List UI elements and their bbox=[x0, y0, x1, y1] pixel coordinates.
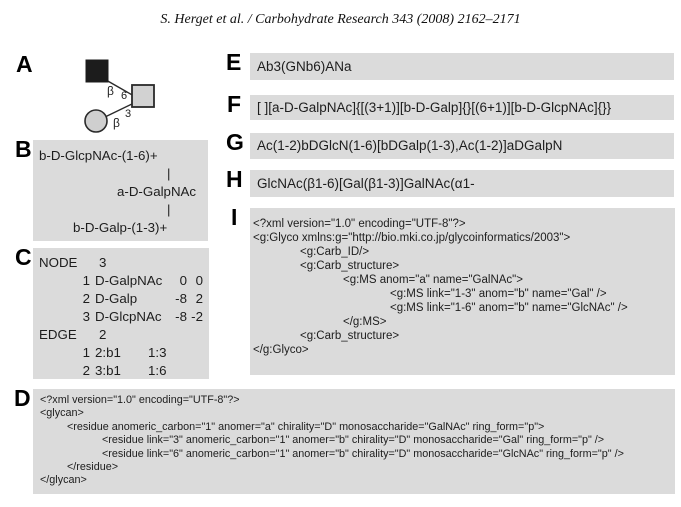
glycan-symbol-diagram bbox=[58, 55, 168, 137]
xml-line: <residue link="3" anomeric_carbon="1" anomer="b" chirality="D" monosaccharide="Gal" ring_form="p" /> bbox=[102, 434, 605, 447]
xml-line: </residue> bbox=[67, 461, 119, 474]
xml-line: </g:Glyco> bbox=[253, 344, 309, 356]
node-index: 2 bbox=[82, 291, 90, 306]
xml-line: <g:MS anom="a" name="GalNAc"> bbox=[343, 274, 523, 286]
xml-line: <?xml version="1.0" encoding="UTF-8"?> bbox=[40, 394, 240, 406]
panel-e-linearcode: Ab3(GNb6)ANa bbox=[250, 53, 674, 80]
edge-parent: 3:b1 bbox=[95, 363, 121, 378]
top-anomer-label: β bbox=[107, 84, 114, 98]
iupac-line: a-D-GalpNAc bbox=[117, 184, 197, 199]
kcf-node-keyword: NODE bbox=[39, 255, 78, 270]
circle-residue-icon bbox=[85, 110, 107, 132]
node-x: -8 bbox=[175, 291, 187, 306]
panel-h-iupac-extended: GlcNAc(β1-6)[Gal(β1-3)]GalNAc(α1- bbox=[250, 170, 674, 197]
xml-line: <g:Carb_structure> bbox=[300, 260, 400, 272]
panel-i-label: I bbox=[231, 204, 238, 230]
panel-b-iupac-condensed bbox=[33, 140, 208, 241]
kcf-edge-row bbox=[39, 362, 209, 380]
iupac-line: b-D-Galp-(1-3)+ bbox=[73, 220, 168, 235]
kcf-node-count: 3 bbox=[99, 255, 107, 270]
panel-h-label: H bbox=[226, 166, 243, 192]
edge-link: 1:6 bbox=[148, 363, 167, 378]
edge-link: 1:3 bbox=[148, 345, 167, 360]
kcf-edge-row bbox=[39, 344, 209, 362]
panel-i-glyco-xml bbox=[250, 208, 675, 375]
xml-line: <glycan> bbox=[40, 407, 84, 420]
panel-g-bacterial-csdb: Ac(1-2)bDGlcN(1-6)[bDGalp(1-3),Ac(1-2)]aDGalpN bbox=[250, 133, 674, 159]
xml-line: <g:Carb_ID/> bbox=[300, 246, 370, 258]
xml-line: <g:MS link="1-6" anom="b" name="GlcNAc" /> bbox=[390, 302, 628, 314]
kcf-node-row bbox=[39, 290, 209, 308]
journal-citation: S. Herget et al. / Carbohydrate Research 343 (2008) 2162–2171 bbox=[160, 12, 521, 27]
top-position-label: 6 bbox=[121, 90, 128, 102]
iupac-branch-bar: | bbox=[167, 202, 171, 217]
panel-a-label: A bbox=[16, 51, 33, 77]
node-name: D-GalpNAc bbox=[95, 273, 163, 288]
xml-line: </glycan> bbox=[40, 474, 87, 487]
edge-index: 2 bbox=[82, 363, 90, 378]
node-index: 3 bbox=[82, 309, 90, 324]
panel-c-kcf bbox=[33, 248, 209, 379]
xml-line: <residue anomeric_carbon="1" anomer="a" chirality="D" monosaccharide="GalNAc" ring_form="p"> bbox=[67, 420, 545, 433]
iupac-line: b-D-GlcpNAc-(1-6)+ bbox=[39, 148, 158, 163]
node-x: 0 bbox=[179, 273, 187, 288]
panel-g-label: G bbox=[226, 129, 244, 155]
iupac-branch-bar: | bbox=[167, 166, 171, 181]
panel-f-linucs: [ ][a-D-GalpNAc]{[(3+1)][b-D-Galp]{}[(6+1)][b-D-GlcpNAc]{}} bbox=[250, 95, 674, 120]
xml-line: </g:MS> bbox=[343, 316, 387, 328]
xml-line: <?xml version="1.0" encoding="UTF-8"?> bbox=[253, 218, 466, 230]
bottom-position-label: 3 bbox=[125, 108, 132, 120]
filled-square-residue-icon bbox=[86, 60, 108, 82]
node-x: -8 bbox=[175, 309, 187, 324]
kcf-edge-count: 2 bbox=[99, 327, 107, 342]
open-square-residue-icon bbox=[132, 85, 154, 107]
node-y: -2 bbox=[191, 309, 203, 324]
xml-line: <g:MS link="1-3" anom="b" name="Gal" /> bbox=[390, 288, 607, 300]
panel-b-label: B bbox=[15, 136, 32, 162]
bottom-anomer-label: β bbox=[113, 116, 120, 130]
kcf-edge-header bbox=[39, 326, 209, 344]
kcf-node-header bbox=[39, 254, 209, 272]
edge-parent: 2:b1 bbox=[95, 345, 121, 360]
xml-line: <g:Carb_structure> bbox=[300, 330, 400, 342]
node-name: D-GlcpNAc bbox=[95, 309, 162, 324]
panel-f-label: F bbox=[227, 91, 242, 117]
node-index: 1 bbox=[82, 273, 90, 288]
kcf-node-row bbox=[39, 272, 209, 290]
edge-index: 1 bbox=[82, 345, 90, 360]
panel-d-glycan-xml bbox=[33, 389, 675, 494]
xml-line: <g:Glyco xmlns:g="http://bio.mki.co.jp/glycoinformatics/2003"> bbox=[253, 232, 571, 244]
node-name: D-Galp bbox=[95, 291, 138, 306]
panel-c-label: C bbox=[15, 244, 32, 270]
node-y: 2 bbox=[195, 291, 203, 306]
panel-d-label: D bbox=[14, 385, 31, 411]
panel-e-label: E bbox=[226, 49, 242, 75]
kcf-node-row bbox=[39, 308, 209, 326]
xml-line: <residue link="6" anomeric_carbon="1" anomer="b" chirality="D" monosaccharide="GlcNAc" ring_form="p" /> bbox=[102, 447, 624, 460]
node-y: 0 bbox=[195, 273, 203, 288]
kcf-edge-keyword: EDGE bbox=[39, 327, 77, 342]
